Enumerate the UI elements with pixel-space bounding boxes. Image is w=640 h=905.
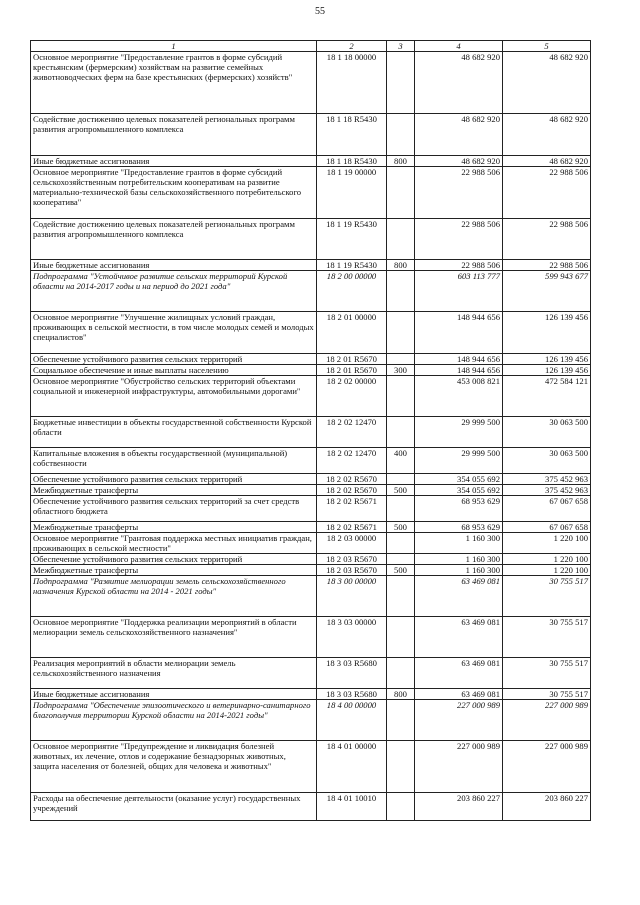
row-value-2017-cell: 354 055 692: [415, 474, 503, 485]
table-row: [31, 448, 591, 474]
row-value-2018-cell: 599 943 677: [503, 271, 591, 312]
row-name-cell: Основное мероприятие "Грантовая поддержка местных инициатив граждан, проживающих в сельской местности": [31, 533, 317, 554]
header-col-3: 3: [387, 41, 415, 52]
budget-table: [30, 40, 591, 821]
row-value-2017-cell: 29 999 500: [415, 417, 503, 448]
table-row: [31, 689, 591, 700]
row-value-2017-cell: 148 944 656: [415, 365, 503, 376]
table-row: [31, 114, 591, 156]
row-value-2017-cell: 1 160 300: [415, 554, 503, 565]
row-code-cell: 18 2 03 00000: [317, 533, 387, 554]
table-row: [31, 365, 591, 376]
row-type-cell: [387, 793, 415, 821]
row-name-cell: Иные бюджетные ассигнования: [31, 156, 317, 167]
row-type-cell: [387, 658, 415, 689]
row-value-2018-cell: 227 000 989: [503, 741, 591, 793]
row-value-2018-cell: 48 682 920: [503, 52, 591, 114]
row-type-cell: 400: [387, 448, 415, 474]
row-name-cell: Основное мероприятие "Предоставление грантов в форме субсидий сельскохозяйственным потребительским кооперативам на развитие материально-технической базы сельскохозяйственного потребительского кооператива": [31, 167, 317, 219]
row-code-cell: 18 2 02 12470: [317, 448, 387, 474]
row-code-cell: 18 2 03 R5670: [317, 565, 387, 576]
row-value-2017-cell: 29 999 500: [415, 448, 503, 474]
table-row: [31, 533, 591, 554]
row-value-2018-cell: 67 067 658: [503, 522, 591, 533]
row-name-cell: Социальное обеспечение и иные выплаты населению: [31, 365, 317, 376]
row-name-cell: Обеспечение устойчивого развития сельских территорий: [31, 554, 317, 565]
row-name-cell: Основное мероприятие "Предупреждение и ликвидация болезней животных, их лечение, отлов и содержание безнадзорных животных, защита населения от болезней, общих для человека и животных": [31, 741, 317, 793]
row-name-cell: Основное мероприятие "Предоставление грантов в форме субсидий крестьянским (фермерским) хозяйствам на развитие семейных животноводческих ферм на базе крестьянских (фермерских) хозяйств": [31, 52, 317, 114]
row-value-2017-cell: 22 988 506: [415, 219, 503, 260]
row-value-2018-cell: 126 139 456: [503, 365, 591, 376]
row-value-2018-cell: 1 220 100: [503, 533, 591, 554]
row-name-cell: Основное мероприятие "Обустройство сельских территорий объектами социальной и инженерной инфраструктуры, автомобильными дорогами": [31, 376, 317, 417]
table-row: [31, 658, 591, 689]
row-type-cell: [387, 554, 415, 565]
table-row: [31, 554, 591, 565]
row-type-cell: 800: [387, 260, 415, 271]
table-body: [31, 52, 591, 821]
row-name-cell: Основное мероприятие "Улучшение жилищных условий граждан, проживающих в сельской местности, в том числе молодых семей и молодых специалистов": [31, 312, 317, 354]
row-code-cell: 18 2 02 12470: [317, 417, 387, 448]
row-code-cell: 18 4 01 10010: [317, 793, 387, 821]
table-row: [31, 565, 591, 576]
row-code-cell: 18 2 01 00000: [317, 312, 387, 354]
row-type-cell: [387, 219, 415, 260]
row-value-2018-cell: 375 452 963: [503, 474, 591, 485]
row-type-cell: 500: [387, 485, 415, 496]
row-name-cell: Расходы на обеспечение деятельности (оказание услуг) государственных учреждений: [31, 793, 317, 821]
row-value-2018-cell: 1 220 100: [503, 554, 591, 565]
row-type-cell: [387, 271, 415, 312]
table-header-row: [31, 41, 591, 52]
table-row: [31, 474, 591, 485]
row-code-cell: 18 1 19 R5430: [317, 260, 387, 271]
row-value-2017-cell: 227 000 989: [415, 741, 503, 793]
row-code-cell: 18 2 00 00000: [317, 271, 387, 312]
row-value-2018-cell: 22 988 506: [503, 167, 591, 219]
row-value-2018-cell: 22 988 506: [503, 219, 591, 260]
table-row: [31, 354, 591, 365]
row-type-cell: [387, 114, 415, 156]
row-type-cell: [387, 312, 415, 354]
row-value-2018-cell: 203 860 227: [503, 793, 591, 821]
table-row: [31, 741, 591, 793]
row-value-2017-cell: 63 469 081: [415, 689, 503, 700]
table-row: [31, 522, 591, 533]
table-row: [31, 485, 591, 496]
row-value-2018-cell: 30 755 517: [503, 617, 591, 658]
row-code-cell: 18 1 18 R5430: [317, 156, 387, 167]
table-row: [31, 700, 591, 741]
row-name-cell: Основное мероприятие "Поддержка реализации мероприятий в области мелиорации земель сельскохозяйственного назначения": [31, 617, 317, 658]
row-code-cell: 18 2 02 R5671: [317, 496, 387, 522]
row-code-cell: 18 2 01 R5670: [317, 354, 387, 365]
row-value-2018-cell: 472 584 121: [503, 376, 591, 417]
row-code-cell: 18 2 02 00000: [317, 376, 387, 417]
row-value-2017-cell: 68 953 629: [415, 496, 503, 522]
row-code-cell: 18 3 03 R5680: [317, 689, 387, 700]
row-code-cell: 18 2 01 R5670: [317, 365, 387, 376]
row-value-2018-cell: 1 220 100: [503, 565, 591, 576]
row-value-2017-cell: 227 000 989: [415, 700, 503, 741]
row-value-2017-cell: 68 953 629: [415, 522, 503, 533]
row-value-2017-cell: 148 944 656: [415, 312, 503, 354]
table-row: [31, 617, 591, 658]
row-type-cell: 800: [387, 156, 415, 167]
row-value-2017-cell: 354 055 692: [415, 485, 503, 496]
row-type-cell: 800: [387, 689, 415, 700]
row-value-2017-cell: 1 160 300: [415, 565, 503, 576]
row-code-cell: 18 2 02 R5670: [317, 485, 387, 496]
row-name-cell: Обеспечение устойчивого развития сельских территорий: [31, 474, 317, 485]
row-value-2017-cell: 48 682 920: [415, 156, 503, 167]
row-name-cell: Иные бюджетные ассигнования: [31, 260, 317, 271]
row-type-cell: [387, 376, 415, 417]
row-name-cell: Бюджетные инвестиции в объекты государственной собственности Курской области: [31, 417, 317, 448]
row-value-2017-cell: 63 469 081: [415, 658, 503, 689]
row-value-2017-cell: 148 944 656: [415, 354, 503, 365]
row-code-cell: 18 1 18 00000: [317, 52, 387, 114]
row-name-cell: Содействие достижению целевых показателей региональных программ развития агропромышленного комплекса: [31, 114, 317, 156]
row-code-cell: 18 2 02 R5671: [317, 522, 387, 533]
row-type-cell: [387, 167, 415, 219]
row-name-cell: Капитальные вложения в объекты государственной (муниципальной) собственности: [31, 448, 317, 474]
header-col-2: 2: [317, 41, 387, 52]
row-name-cell: Межбюджетные трансферты: [31, 485, 317, 496]
table-row: [31, 271, 591, 312]
table-row: [31, 576, 591, 617]
row-value-2017-cell: 203 860 227: [415, 793, 503, 821]
row-value-2017-cell: 48 682 920: [415, 52, 503, 114]
row-value-2018-cell: 22 988 506: [503, 260, 591, 271]
row-type-cell: [387, 354, 415, 365]
row-type-cell: [387, 741, 415, 793]
row-value-2017-cell: 22 988 506: [415, 167, 503, 219]
row-code-cell: 18 4 00 00000: [317, 700, 387, 741]
row-value-2017-cell: 48 682 920: [415, 114, 503, 156]
row-value-2017-cell: 22 988 506: [415, 260, 503, 271]
table-row: [31, 496, 591, 522]
row-value-2018-cell: 30 755 517: [503, 689, 591, 700]
table-row: [31, 793, 591, 821]
row-name-cell: Содействие достижению целевых показателей региональных программ развития агропромышленного комплекса: [31, 219, 317, 260]
row-code-cell: 18 2 02 R5670: [317, 474, 387, 485]
table-row: [31, 376, 591, 417]
row-type-cell: 300: [387, 365, 415, 376]
row-value-2018-cell: 227 000 989: [503, 700, 591, 741]
table-row: [31, 260, 591, 271]
row-type-cell: [387, 52, 415, 114]
row-value-2018-cell: 126 139 456: [503, 312, 591, 354]
row-value-2018-cell: 30 755 517: [503, 658, 591, 689]
row-type-cell: 500: [387, 565, 415, 576]
row-value-2017-cell: 63 469 081: [415, 576, 503, 617]
table-row: [31, 417, 591, 448]
row-type-cell: 500: [387, 522, 415, 533]
row-name-cell: Обеспечение устойчивого развития сельских территорий: [31, 354, 317, 365]
row-type-cell: [387, 576, 415, 617]
header-col-4: 4: [415, 41, 503, 52]
row-name-cell: Межбюджетные трансферты: [31, 522, 317, 533]
row-value-2017-cell: 63 469 081: [415, 617, 503, 658]
row-code-cell: 18 4 01 00000: [317, 741, 387, 793]
row-code-cell: 18 3 00 00000: [317, 576, 387, 617]
row-value-2018-cell: 30 755 517: [503, 576, 591, 617]
row-value-2018-cell: 48 682 920: [503, 156, 591, 167]
row-value-2017-cell: 1 160 300: [415, 533, 503, 554]
row-name-cell: Обеспечение устойчивого развития сельских территорий за счет средств областного бюджета: [31, 496, 317, 522]
row-value-2018-cell: 67 067 658: [503, 496, 591, 522]
row-type-cell: [387, 417, 415, 448]
row-value-2018-cell: 30 063 500: [503, 417, 591, 448]
row-code-cell: 18 1 18 R5430: [317, 114, 387, 156]
row-value-2018-cell: 126 139 456: [503, 354, 591, 365]
row-type-cell: [387, 474, 415, 485]
table-row: [31, 52, 591, 114]
table-row: [31, 219, 591, 260]
table-row: [31, 167, 591, 219]
row-name-cell: Реализация мероприятий в области мелиорации земель сельскохозяйственного назначения: [31, 658, 317, 689]
header-col-5: 5: [503, 41, 591, 52]
page-number: 55: [315, 6, 325, 17]
row-name-cell: Межбюджетные трансферты: [31, 565, 317, 576]
row-code-cell: 18 1 19 R5430: [317, 219, 387, 260]
row-value-2017-cell: 453 008 821: [415, 376, 503, 417]
row-value-2018-cell: 375 452 963: [503, 485, 591, 496]
table-row: [31, 156, 591, 167]
table-row: [31, 312, 591, 354]
row-type-cell: [387, 700, 415, 741]
row-value-2018-cell: 30 063 500: [503, 448, 591, 474]
row-code-cell: 18 1 19 00000: [317, 167, 387, 219]
header-col-1: 1: [31, 41, 317, 52]
row-value-2018-cell: 48 682 920: [503, 114, 591, 156]
row-type-cell: [387, 496, 415, 522]
row-value-2017-cell: 603 113 777: [415, 271, 503, 312]
row-name-cell: Подпрограмма "Развитие мелиорации земель сельскохозяйственного назначения Курской области на 2014 - 2021 годы": [31, 576, 317, 617]
row-name-cell: Иные бюджетные ассигнования: [31, 689, 317, 700]
row-name-cell: Подпрограмма "Устойчивое развитие сельских территорий Курской области на 2014-2017 годы и на период до 2021 года": [31, 271, 317, 312]
row-code-cell: 18 3 03 R5680: [317, 658, 387, 689]
row-code-cell: 18 3 03 00000: [317, 617, 387, 658]
row-code-cell: 18 2 03 R5670: [317, 554, 387, 565]
row-type-cell: [387, 617, 415, 658]
row-name-cell: Подпрограмма "Обеспечение эпизоотического и ветеринарно-санитарного благополучия территории Курской области на 2014-2021 годы": [31, 700, 317, 741]
row-type-cell: [387, 533, 415, 554]
